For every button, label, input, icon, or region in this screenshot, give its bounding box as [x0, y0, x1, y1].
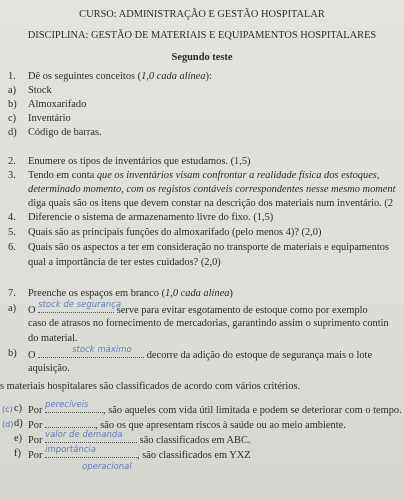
handwritten-answer-7b: stock máximo	[72, 345, 132, 355]
handwritten-answer-8e: valor de demanda	[45, 430, 123, 440]
test-title: Segundo teste	[171, 52, 233, 63]
handwritten-answer-8f: importância	[45, 445, 96, 455]
margin-mark-d: (d)	[2, 420, 14, 429]
blank-8f[interactable]	[45, 447, 137, 458]
question-3-line-2: determinado momento, com os registos contáveis correspondentes nesse mesmo moment	[28, 184, 396, 195]
handwritten-answer-8c: perecíveis	[45, 400, 89, 410]
question-6-line-2: qual a importância de ter estes cuidados? (2,0)	[28, 257, 221, 268]
blank-8d[interactable]	[45, 417, 95, 428]
question-7-item-b-line-2: aquisição.	[28, 363, 70, 374]
question-8-intro: s materiais hospitalares são classificados de acordo com vários critérios.	[0, 381, 301, 392]
question-7-item-a-line-2: caso de atrasos no fornecimento de mercadorias, garantindo assim o suprimento contin	[28, 318, 389, 329]
course-line: CURSO: ADMINISTRAÇÃO E GESTÃO HOSPITALAR	[79, 9, 325, 20]
margin-mark-c: (c)	[2, 405, 13, 414]
question-3-line-3: diga quais são os itens que devem constar na descrição dos materiais num inventário. (2	[28, 198, 394, 209]
exam-page: CURSO: ADMINISTRAÇÃO E GESTÃO HOSPITALAR DISCIPLINA: GESTÃO DE MATERIAIS E EQUIPAMENTOS HOSPITALARES Segundo teste 1. Dê os seguintes conceitos (1,0 cada alínea): a) Stock b) Almoxarifado c) Inventário d) Código de barras. 2. Enumere os tipos de inventários que estudamos. (1,5) 3. Tendo em conta que os inventários visam confrontar a realidade física dos estoques, determinado momento, com os registos contáveis correspondentes nesse mesmo moment diga quais são os itens que devem constar na descrição dos materiais num inventário. (2 4. Diferencie o sistema de armazenamento livre do fixo. (1,5) 5. Quais são as principais funções do almoxarifado (pelo menos 4)? (2,0) 6. Quais são os aspectos a ter em consideração no transporte de materiais e equipamentos qual a importância de ter estes cuidados? (2,0) 7. Preenche os espaços em branco (1,0 cada alínea) a) O stock de segurança serve para evitar esgotamento de estoque como por exemplo caso de atrasos no fornecimento de mercadorias, garantindo assim o suprimento contin do material. b) O stock máximo decorre da adição do estoque de segurança mais o lote aquisição. s materiais hospitalares são classificados de acordo com vários critérios. (c) c) Por perecíveis , são aqueles com vida útil limitada e podem se deteriorar com o tempo. (d) d) Por , são os que apresentam riscos à saúde ou ao meio ambiente. e) Por valor de demanda são classificados em ABC. f) Por importância , são classificados em YXZ operacional	[0, 0, 404, 500]
blank-8e[interactable]	[45, 432, 137, 443]
handwritten-answer-7a: stock de segurança	[38, 300, 122, 310]
blank-7a[interactable]	[38, 300, 122, 313]
blank-7b[interactable]	[38, 347, 144, 358]
discipline-line: DISCIPLINA: GESTÃO DE MATERIAIS E EQUIPAMENTOS HOSPITALARES	[27, 30, 377, 41]
blank-8c[interactable]	[45, 402, 103, 413]
question-7-item-a-line-3: do material.	[28, 333, 78, 344]
handwritten-answer-8f-line-2: operacional	[82, 462, 132, 472]
